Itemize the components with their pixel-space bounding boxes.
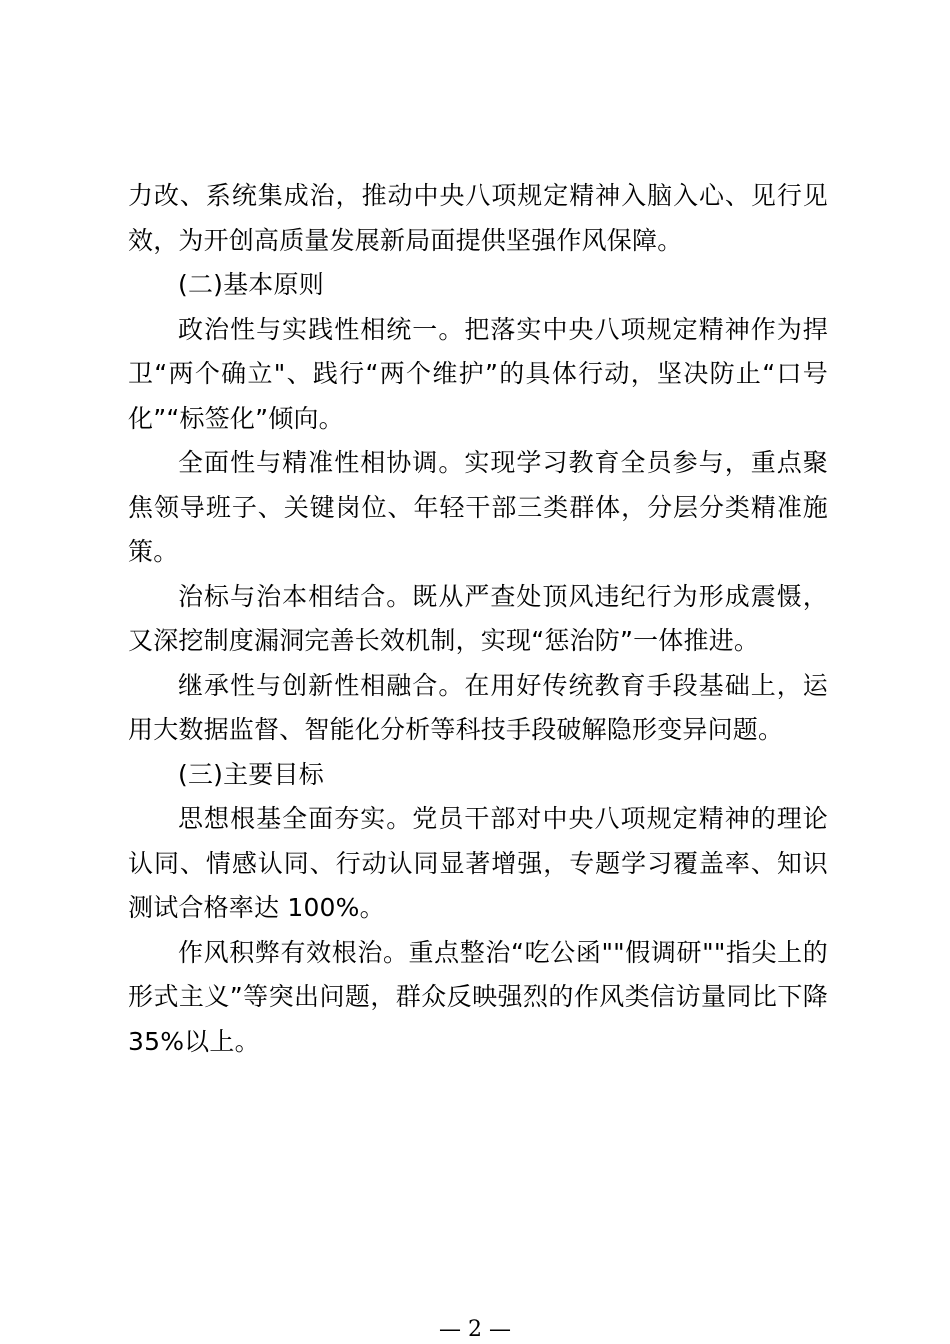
paragraph-continuation: 力改、系统集成治，推动中央八项规定精神入脑入心、见行见效，为开创高质量发展新局面提供坚强作风保障。 [128, 181, 828, 255]
paragraph-principle-treatment: 治标与治本相结合。既从严查处顶风违纪行为形成震慑，又深挖制度漏洞完善长效机制，实现“惩治防”一体推进。 [128, 581, 828, 655]
paragraph-goal-ideology: 思想根基全面夯实。党员干部对中央八项规定精神的理论认同、情感认同、行动认同显著增强，专题学习覆盖率、知识测试合格率达 100%。 [128, 804, 828, 922]
paragraph-principle-comprehensive: 全面性与精准性相协调。实现学习教育全员参与，重点聚焦领导班子、关键岗位、年轻干部三类群体，分层分类精准施策。 [128, 448, 828, 566]
page-number: — 2 — [439, 1317, 511, 1342]
paragraph-principle-political: 政治性与实践性相统一。把落实中央八项规定精神作为捍卫“两个确立"、践行“两个维护”的具体行动，坚决防止“口号化”“标签化”倾向。 [128, 314, 828, 433]
paragraph-principle-innovation: 继承性与创新性相融合。在用好传统教育手段基础上，运用大数据监督、智能化分析等科技手段破解隐形变异问题。 [128, 670, 828, 744]
section-heading-main-goals: (三)主要目标 [178, 759, 324, 789]
paragraph-goal-work-style: 作风积弊有效根治。重点整治“吃公函""假调研""指尖上的形式主义”等突出问题，群众反映强烈的作风类信访量同比下降35%以上。 [128, 937, 828, 1056]
document-body [128, 174, 828, 1064]
section-heading-basic-principles: (二)基本原则 [178, 270, 324, 299]
